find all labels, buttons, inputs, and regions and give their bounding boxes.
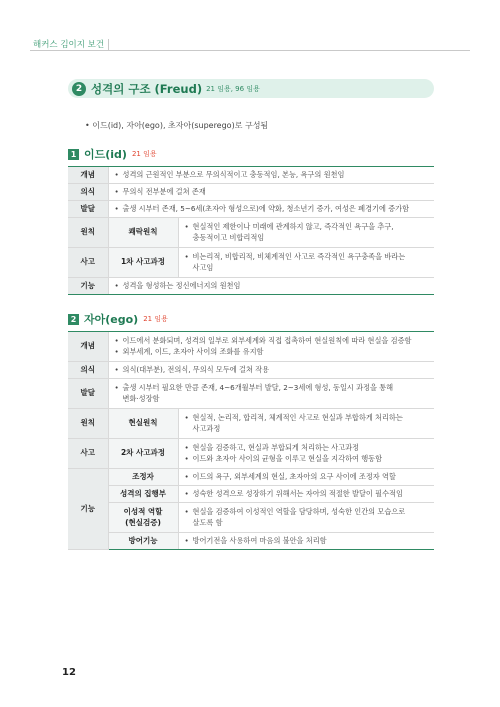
row-body: • 방어기전을 사용하여 마음의 불안을 처리함 [178, 533, 434, 550]
row-body: • 현실을 검증하고, 현실과 부합되게 처리하는 사고과정 • 이드와 초자아 사이의 균형을 이루고 현실을 지각하여 행동함 [178, 439, 434, 469]
row-head: 기능 [68, 278, 108, 295]
id-exam-ref: 21 임용 [131, 150, 157, 158]
row-head: 발달 [68, 379, 108, 409]
section-number-badge: 2 [72, 82, 86, 96]
row-body: • 이드에서 분화되며, 성격의 일부로 외부세계와 직접 접촉하여 현실원칙에 따라 현실을 검증함 • 외부세계, 이드, 초자아 사이의 조화를 유지함 [108, 332, 434, 362]
row-subhead: 2차 사고과정 [108, 439, 178, 469]
row-body: • 출생 시부터 존재, 5~6세(초자아 형성으로)에 약화, 청소년기 증가, 여성은 폐경기에 증가함 [108, 201, 434, 218]
row-subhead: 성격의 집행부 [108, 486, 178, 503]
section-exam-ref: 21 임용, 96 임용 [206, 84, 260, 93]
row-head: 원칙 [68, 218, 108, 248]
row-body: • 무의식 전부분에 걸쳐 존재 [108, 184, 434, 201]
table-row [68, 533, 434, 550]
table-row [68, 167, 434, 184]
table-row [68, 184, 434, 201]
intro-text: • 이드(id), 자아(ego), 초자아(superego)로 구성됨 [85, 121, 269, 130]
row-body: • 의식(대부분), 전의식, 무의식 모두에 걸쳐 작용 [108, 362, 434, 379]
ego-number-badge: 2 [68, 314, 79, 325]
page-number: 12 [62, 667, 76, 678]
row-body: • 현실을 검증하여 이성적인 역할을 담당하며, 성숙한 인간의 모습으로 살도록 함 [178, 503, 434, 533]
row-body: • 현실적, 논리적, 합리적, 체계적인 사고로 현실과 부합하게 처리하는 사고과정 [178, 409, 434, 439]
row-head: 사고 [68, 439, 108, 469]
table-row [68, 486, 434, 503]
ego-table [68, 331, 434, 550]
table-row [68, 332, 434, 362]
id-number-badge: 1 [68, 149, 79, 160]
section-title-text: 성격의 구조 (Freud) [91, 81, 203, 96]
table-row [68, 439, 434, 469]
table-row [68, 362, 434, 379]
row-head: 의식 [68, 362, 108, 379]
row-body: • 이드의 욕구, 외부세계의 현실, 초자아의 요구 사이에 조정자 역할 [178, 469, 434, 486]
table-row [68, 248, 434, 278]
table-row [68, 201, 434, 218]
row-body: • 성격의 근원적인 부분으로 무의식적이고 충동적임, 본능, 욕구의 원천임 [108, 167, 434, 184]
table-row [68, 278, 434, 295]
row-body: • 현실적인 제한이나 미래에 관계하지 않고, 즉각적인 욕구을 추구, 충동적이고 비합리적임 [178, 218, 434, 248]
ego-exam-ref: 21 임용 [143, 315, 168, 323]
row-body: • 출생 시부터 필요한 만큼 존재, 4~6개월부터 발달, 2~3세에 형성, 동일시 과정을 통해 변화·성장함 [108, 379, 434, 409]
row-body: • 성격을 형성하는 정신에너지의 원천임 [108, 278, 434, 295]
row-head: 사고 [68, 248, 108, 278]
table-row [68, 379, 434, 409]
row-head: 원칙 [68, 409, 108, 439]
ego-heading [68, 311, 168, 327]
ego-label: 자아(ego) [84, 313, 139, 326]
row-head: 개념 [68, 332, 108, 362]
row-subhead: 이성적 역할 (현실검증) [108, 503, 178, 533]
row-head: 발달 [68, 201, 108, 218]
row-head: 개념 [68, 167, 108, 184]
table-row [68, 409, 434, 439]
id-heading [68, 146, 157, 162]
row-body: • 비논리적, 비합리적, 비체계적인 사고로 즉각적인 욕구충족을 바라는 사고임 [178, 248, 434, 278]
row-subhead: 1차 사고과정 [108, 248, 178, 278]
running-head: 해커스 김이지 보건 [33, 40, 105, 50]
row-subhead: 쾌락원칙 [108, 218, 178, 248]
id-table [68, 166, 434, 295]
row-head: 기능 [68, 469, 108, 550]
id-label: 이드(id) [84, 148, 127, 161]
row-subhead: 현실원칙 [108, 409, 178, 439]
section-title [68, 79, 434, 98]
row-body: • 성숙한 성격으로 성장하기 위해서는 자아의 적절한 발달이 필수적임 [178, 486, 434, 503]
row-subhead: 방어기능 [108, 533, 178, 550]
row-subhead: 조정자 [108, 469, 178, 486]
header-rule [30, 50, 470, 51]
row-head: 의식 [68, 184, 108, 201]
table-row [68, 503, 434, 533]
table-row [68, 469, 434, 486]
table-row [68, 218, 434, 248]
